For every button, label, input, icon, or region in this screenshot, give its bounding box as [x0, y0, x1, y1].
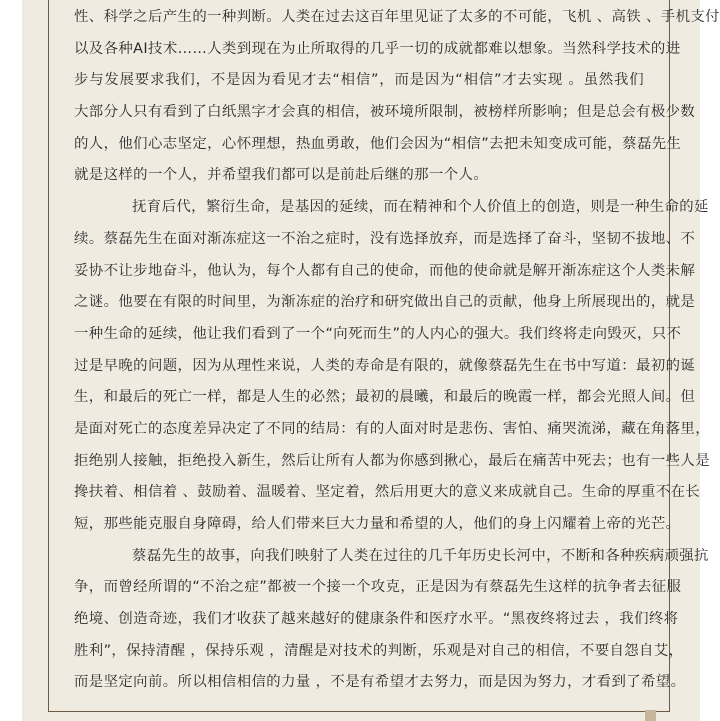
paragraph-1: [74, 2, 720, 192]
text-line: 胜利”，保持清醒 ，保持乐观 ，清醒是对技术的判断，乐观是对自己的相信，不要自怨自艾，: [74, 642, 684, 659]
text-line: 一种生命的延续，他让我们看到了一个“向死而生”的人内心的强大。我们终将走向毁灭，只不: [74, 325, 682, 342]
text-line: 绝境、创造奇迹，我们才收获了越来越好的健康条件和医疗水平。“黑夜终将过去 ，我们终将: [74, 611, 679, 628]
text-line: 步与发展要求我们，不是因为看见才去“相信”，而是因为“相信”才去实现 。虽然我们: [74, 72, 644, 89]
corner-decoration: [645, 710, 656, 721]
paragraph-3: [74, 541, 709, 699]
text-line: 搀扶着、相信着 、鼓励着、温暖着、坚定着，然后用更大的意义来成就自己。生命的厚重不在长: [74, 484, 701, 501]
text-line: 抚育后代，繁衍生命，是基因的延续，而在精神和个人价值上的创造，则是一种生命的延: [132, 199, 709, 216]
text-line: 是面对死亡的态度差异决定了不同的结局：有的人面对时是悲伤、害怕、痛哭流涕，藏在角落里，: [74, 420, 710, 437]
text-line: 性、科学之后产生的一种判断。人类在过去这百年里见证了太多的不可能，飞机 、高铁 、手机支付: [74, 9, 720, 25]
paragraph-2: [74, 192, 710, 541]
text-line: 短，那些能克服自身障碍，给人们带来巨大力量和希望的人，他们的身上闪耀着上帝的光芒。: [74, 516, 681, 532]
text-line: 争，而曾经所谓的“不治之症”都被一个接一个攻克，正是因为有蔡磊先生这样的抗争者去征服: [74, 579, 682, 596]
text-line: 拒绝别人接触，拒绝投入新生，然后让所有人都为你感到揪心，最后在痛苦中死去；也有一些人是: [74, 452, 710, 469]
text-line: 蔡磊先生的故事，向我们映射了人类在过往的几千年历史长河中，不断和各种疾病顽强抗: [132, 547, 709, 564]
text-line: 以及各种AI技术……人类到现在为止所取得的几乎一切的成就都难以想象。当然科学技术的进: [74, 40, 681, 57]
text-line: 就是这样的一个人，并希望我们都可以是前赴后继的那一个人。: [74, 167, 489, 184]
text-line: 而是坚定向前。所以相信相信的力量 ，不是有希望才去努力，而是因为努力，才看到了希望。: [74, 674, 686, 691]
text-line: 生，和最后的死亡一样，都是人生的必然；最初的晨曦，和最后的晚霞一样，都会光照人间。但: [74, 389, 696, 406]
text-line: 的人，他们心志坚定，心怀理想，热血勇敢，他们会因为“相信”去把未知变成可能，蔡磊先生: [74, 135, 682, 152]
text-line: 之谜。他要在有限的时间里，为渐冻症的治疗和研究做出自己的贡献，他身上所展现出的，就是: [74, 294, 696, 311]
text-line: 大部分人只有看到了白纸黑字才会真的相信，被环境所限制，被榜样所影响；但是总会有极少数: [74, 104, 696, 121]
text-line: 过是早晚的问题，因为从理性来说，人类的寿命是有限的，就像蔡磊先生在书中写道：最初的诞: [74, 357, 696, 374]
article-body: [48, 0, 720, 699]
text-line: 妥协不让步地奋斗，他认为，每个人都有自己的使命，而他的使命就是解开渐冻症这个人类未解: [74, 262, 696, 279]
text-line: 续。蔡磊先生在面对渐冻症这一不治之症时，没有选择放弃，而是选择了奋斗，坚韧不拔地、不: [74, 230, 696, 247]
